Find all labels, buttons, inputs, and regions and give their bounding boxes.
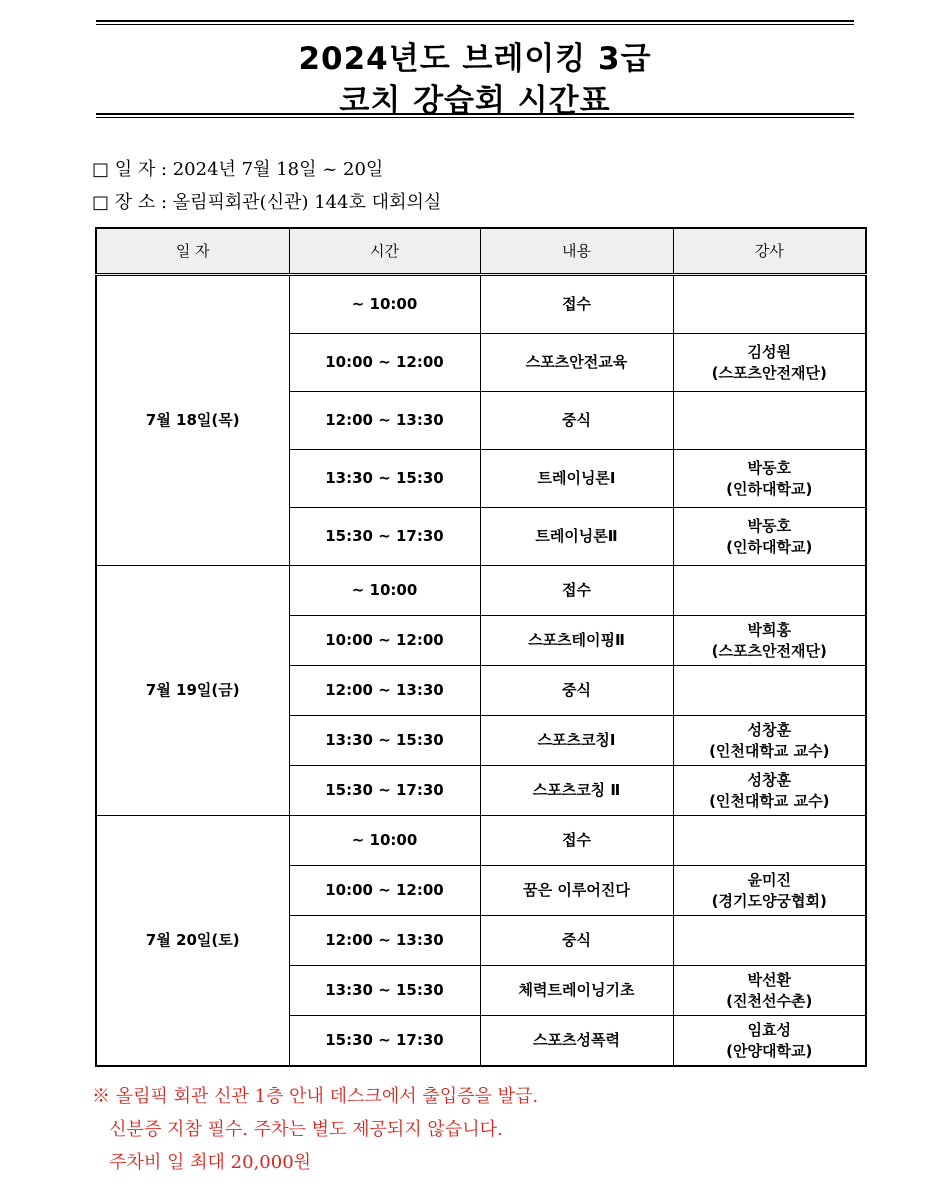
session-content: 트레이닝론Ⅱ [480,508,673,566]
session-content: 접수 [480,816,673,866]
lecturer-affiliation: (인하대학교) [726,537,813,556]
header-time: 시간 [289,228,480,275]
session-time: 15:30 ~ 17:30 [289,508,480,566]
table-row [96,275,866,334]
lecturer-affiliation: (인천대학교 교수) [709,791,830,810]
title-bottom-rule [96,113,854,118]
session-lecturer [673,334,866,392]
session-lecturer [673,1016,866,1067]
session-content: 스포츠안전교육 [480,334,673,392]
session-lecturer [673,275,866,334]
title-block [96,20,854,120]
session-time: ~ 10:00 [289,275,480,334]
session-content: 스포츠성폭력 [480,1016,673,1067]
session-lecturer [673,766,866,816]
lecturer-name: 박동호 [747,516,791,535]
session-time: 12:00 ~ 13:30 [289,392,480,450]
session-content: 트레이닝론Ⅰ [480,450,673,508]
session-time: 10:00 ~ 12:00 [289,616,480,666]
session-content: 꿈은 이루어진다 [480,866,673,916]
session-content: 스포츠코칭Ⅰ [480,716,673,766]
session-lecturer [673,866,866,916]
session-lecturer [673,966,866,1016]
header-date: 일 자 [96,228,289,275]
header-lecturer: 강사 [673,228,866,275]
lecturer-name: 박선환 [747,970,791,989]
header-content: 내용 [480,228,673,275]
lecturer-affiliation: (인천대학교 교수) [709,741,830,760]
lecturer-affiliation: (진천선수촌) [726,991,813,1010]
session-content: 중식 [480,392,673,450]
session-time: 12:00 ~ 13:30 [289,916,480,966]
session-content: 중식 [480,916,673,966]
session-time: 10:00 ~ 12:00 [289,866,480,916]
notes-block [92,1080,538,1179]
lecturer-name: 성창훈 [747,720,791,739]
title-top-rule [96,20,854,25]
page-title-line2: 코치 강습회 시간표 [339,83,611,119]
lecturer-affiliation: (경기도양궁협회) [711,891,827,910]
session-time: 10:00 ~ 12:00 [289,334,480,392]
lecturer-name: 김성원 [747,342,791,361]
session-lecturer [673,508,866,566]
session-content: 중식 [480,666,673,716]
session-time: 13:30 ~ 15:30 [289,716,480,766]
day-date: 7월 19일(금) [96,566,289,816]
lecturer-affiliation: (스포츠안전재단) [711,363,827,382]
info-date: □ 일 자 : 2024년 7월 18일 ~ 20일 [92,159,384,180]
schedule-table [95,227,867,1067]
session-lecturer [673,566,866,616]
page-title-line1: 2024년도 브레이킹 3급 [298,41,652,77]
note-line-2: 신분증 지참 필수. 주차는 별도 제공되지 않습니다. [92,1119,503,1140]
lecturer-name: 임효성 [747,1020,791,1039]
session-lecturer [673,616,866,666]
lecturer-affiliation: (스포츠안전재단) [711,641,827,660]
session-lecturer [673,450,866,508]
lecturer-name: 박희홍 [747,620,791,639]
session-lecturer [673,916,866,966]
session-time: 13:30 ~ 15:30 [289,966,480,1016]
lecturer-affiliation: (인하대학교) [726,479,813,498]
session-time: ~ 10:00 [289,816,480,866]
session-content: 체력트레이닝기초 [480,966,673,1016]
session-time: 12:00 ~ 13:30 [289,666,480,716]
info-venue: □ 장 소 : 올림픽회관(신관) 144호 대회의실 [92,192,442,213]
day-date: 7월 18일(목) [96,275,289,566]
table-row [96,566,866,616]
table-header-row [96,228,866,275]
session-lecturer [673,816,866,866]
session-content: 접수 [480,566,673,616]
session-content: 스포츠코칭 Ⅱ [480,766,673,816]
lecturer-name: 박동호 [747,458,791,477]
lecturer-name: 윤미진 [747,870,791,889]
session-lecturer [673,716,866,766]
session-lecturer [673,392,866,450]
session-time: 13:30 ~ 15:30 [289,450,480,508]
lecturer-name: 성창훈 [747,770,791,789]
session-time: ~ 10:00 [289,566,480,616]
lecturer-affiliation: (안양대학교) [726,1041,813,1060]
session-content: 스포츠테이핑Ⅱ [480,616,673,666]
note-line-1: ※ 올림픽 회관 신관 1층 안내 데스크에서 출입증을 발급. [92,1086,539,1107]
session-time: 15:30 ~ 17:30 [289,766,480,816]
session-content: 접수 [480,275,673,334]
session-time: 15:30 ~ 17:30 [289,1016,480,1067]
session-lecturer [673,666,866,716]
table-row [96,816,866,866]
day-date: 7월 20일(토) [96,816,289,1067]
note-line-3: 주차비 일 최대 20,000원 [92,1152,312,1173]
